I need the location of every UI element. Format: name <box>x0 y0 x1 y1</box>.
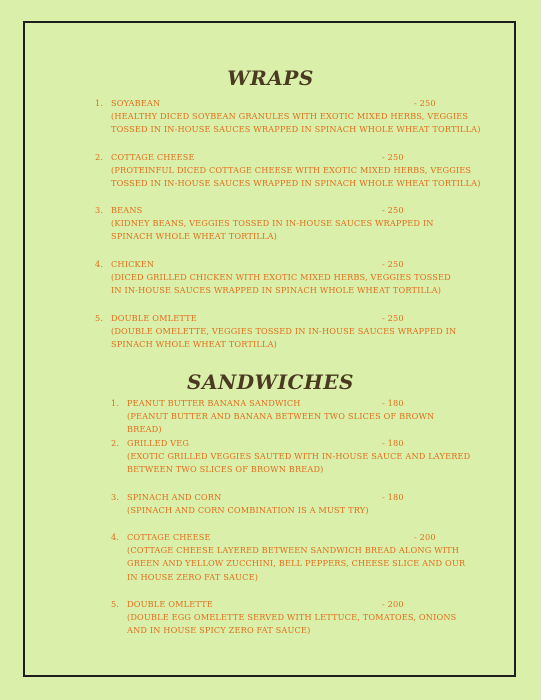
item-description: (SPINACH AND CORN COMBINATION IS A MUST TRY) <box>127 505 369 515</box>
item-price: - 200 <box>414 532 436 542</box>
item-price: - 180 <box>382 398 404 408</box>
menu-item <box>111 531 471 585</box>
item-name: DOUBLE OMLETTE <box>127 599 213 609</box>
menu-item <box>111 491 471 519</box>
menu-item <box>111 598 471 638</box>
item-name: PEANUT BUTTER BANANA SANDWICH <box>127 398 301 408</box>
item-name: GRILLED VEG <box>127 438 190 448</box>
item-price: - 180 <box>382 492 404 502</box>
menu-item <box>95 258 485 298</box>
wraps-heading: WRAPS <box>227 66 314 90</box>
item-number: 4. <box>95 259 104 269</box>
item-number: 3. <box>111 492 120 502</box>
item-number: 2. <box>111 438 120 448</box>
item-name: SOYABEAN <box>111 98 161 108</box>
item-number: 5. <box>95 313 104 323</box>
item-price: - 250 <box>382 259 404 269</box>
item-description: (DOUBLE EGG OMELETTE SERVED WITH LETTUCE, TOMATOES, ONIONS AND IN HOUSE SPICY ZERO FAT SAUCE) <box>127 612 457 636</box>
menu-item <box>95 151 485 191</box>
menu-item <box>95 97 485 137</box>
menu-item <box>111 397 471 435</box>
item-price: - 200 <box>382 599 404 609</box>
item-name: COTTAGE CHEESE <box>111 152 195 162</box>
item-name: CHICKEN <box>111 259 155 269</box>
item-description: (EXOTIC GRILLED VEGGIES SAUTED WITH IN-HOUSE SAUCE AND LAYERED BETWEEN TWO SLICES OF BROWN BREAD) <box>127 451 471 475</box>
item-description: (PEANUT BUTTER AND BANANA BETWEEN TWO SLICES OF BROWN BREAD) <box>127 411 435 435</box>
item-number: 2. <box>95 152 104 162</box>
item-number: 3. <box>95 205 104 215</box>
item-name: SPINACH AND CORN <box>127 492 222 502</box>
item-number: 1. <box>111 398 120 408</box>
item-price: - 180 <box>382 438 404 448</box>
item-price: - 250 <box>414 98 436 108</box>
item-description: (DOUBLE OMELETTE, VEGGIES TOSSED IN IN-HOUSE SAUCES WRAPPED IN SPINACH WHOLE WHEAT TORTILLA) <box>111 326 457 350</box>
item-description: (HEALTHY DICED SOYBEAN GRANULES WITH EXOTIC MIXED HERBS, VEGGIES TOSSED IN IN-HOUSE SAUCES WRAPPED IN SPINACH WHOLE WHEAT TORTILLA) <box>111 111 481 135</box>
item-price: - 250 <box>382 152 404 162</box>
item-name: BEANS <box>111 205 143 215</box>
item-description: (PROTEINFUL DICED COTTAGE CHEESE WITH EXOTIC MIXED HERBS, VEGGIES TOSSED IN IN-HOUSE SAUCES WRAPPED IN SPINACH WHOLE WHEAT TORTILLA) <box>111 165 481 189</box>
item-description: (DICED GRILLED CHICKEN WITH EXOTIC MIXED HERBS, VEGGIES TOSSED IN IN-HOUSE SAUCES WRAPPED IN SPINACH WHOLE WHEAT TORTILLA) <box>111 272 451 296</box>
item-number: 5. <box>111 599 120 609</box>
item-name: DOUBLE OMLETTE <box>111 313 197 323</box>
sandwiches-heading: SANDWICHES <box>187 370 354 394</box>
item-price: - 250 <box>382 205 404 215</box>
menu-item <box>95 204 485 244</box>
menu-item <box>111 437 471 477</box>
menu-item <box>95 312 485 352</box>
item-number: 4. <box>111 532 120 542</box>
item-number: 1. <box>95 98 104 108</box>
item-price: - 250 <box>382 313 404 323</box>
item-name: COTTAGE CHEESE <box>127 532 211 542</box>
item-description: (KIDNEY BEANS, VEGGIES TOSSED IN IN-HOUSE SAUCES WRAPPED IN SPINACH WHOLE WHEAT TORTILLA) <box>111 218 434 242</box>
item-description: (COTTAGE CHEESE LAYERED BETWEEN SANDWICH BREAD ALONG WITH GREEN AND YELLOW ZUCCHINI, BELL PEPPERS, CHEESE SLICE AND OUR IN HOUSE ZERO FAT SAUCE) <box>127 545 466 582</box>
